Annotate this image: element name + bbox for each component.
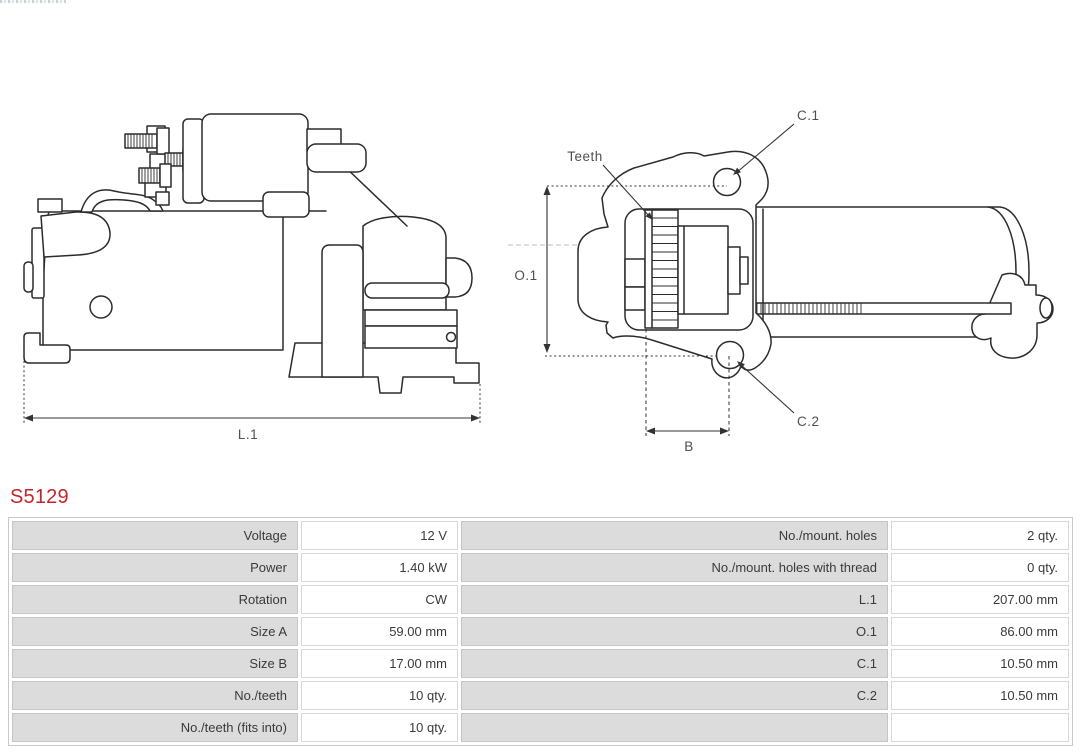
spec-value: 59.00 mm: [301, 617, 458, 646]
table-row: [12, 649, 1069, 678]
spec-value: 10.50 mm: [891, 649, 1069, 678]
spec-table: [8, 517, 1073, 746]
spec-label: C.2: [461, 681, 888, 710]
table-row: [12, 585, 1069, 614]
label-c1: C.1: [797, 108, 820, 123]
cropped-logo-strip: [0, 0, 66, 3]
spec-label: O.1: [461, 617, 888, 646]
spec-label: [461, 713, 888, 742]
label-teeth: Teeth: [567, 149, 603, 164]
spec-label: Voltage: [12, 521, 298, 550]
spec-value: 86.00 mm: [891, 617, 1069, 646]
spec-label: Rotation: [12, 585, 298, 614]
spec-value: 1.40 kW: [301, 553, 458, 582]
dim-label-b: B: [684, 439, 694, 454]
spec-value: 2 qty.: [891, 521, 1069, 550]
table-row: [12, 617, 1069, 646]
spec-label: No./mount. holes: [461, 521, 888, 550]
spec-label: No./mount. holes with thread: [461, 553, 888, 582]
spec-value: 17.00 mm: [301, 649, 458, 678]
spec-label: Power: [12, 553, 298, 582]
spec-label: No./teeth (fits into): [12, 713, 298, 742]
spec-value: 10.50 mm: [891, 681, 1069, 710]
starter-front-view-drawing: [505, 95, 1075, 460]
table-row: [12, 521, 1069, 550]
dim-label-l1: L.1: [237, 427, 259, 442]
spec-label: No./teeth: [12, 681, 298, 710]
table-row: [12, 553, 1069, 582]
table-row: [12, 713, 1069, 742]
spec-value: 207.00 mm: [891, 585, 1069, 614]
rod-hatch: [757, 303, 861, 314]
dim-label-o1: O.1: [514, 268, 538, 283]
spec-label: Size A: [12, 617, 298, 646]
spec-value: [891, 713, 1069, 742]
spec-value: 10 qty.: [301, 713, 458, 742]
starter-side-view-drawing: [18, 95, 488, 445]
product-code: S5129: [10, 486, 69, 508]
spec-label: C.1: [461, 649, 888, 678]
spec-label: L.1: [461, 585, 888, 614]
spec-value: 10 qty.: [301, 681, 458, 710]
label-c2: C.2: [797, 414, 820, 429]
spec-value: 12 V: [301, 521, 458, 550]
spec-value: 0 qty.: [891, 553, 1069, 582]
spec-value: CW: [301, 585, 458, 614]
table-row: [12, 681, 1069, 710]
spec-label: Size B: [12, 649, 298, 678]
